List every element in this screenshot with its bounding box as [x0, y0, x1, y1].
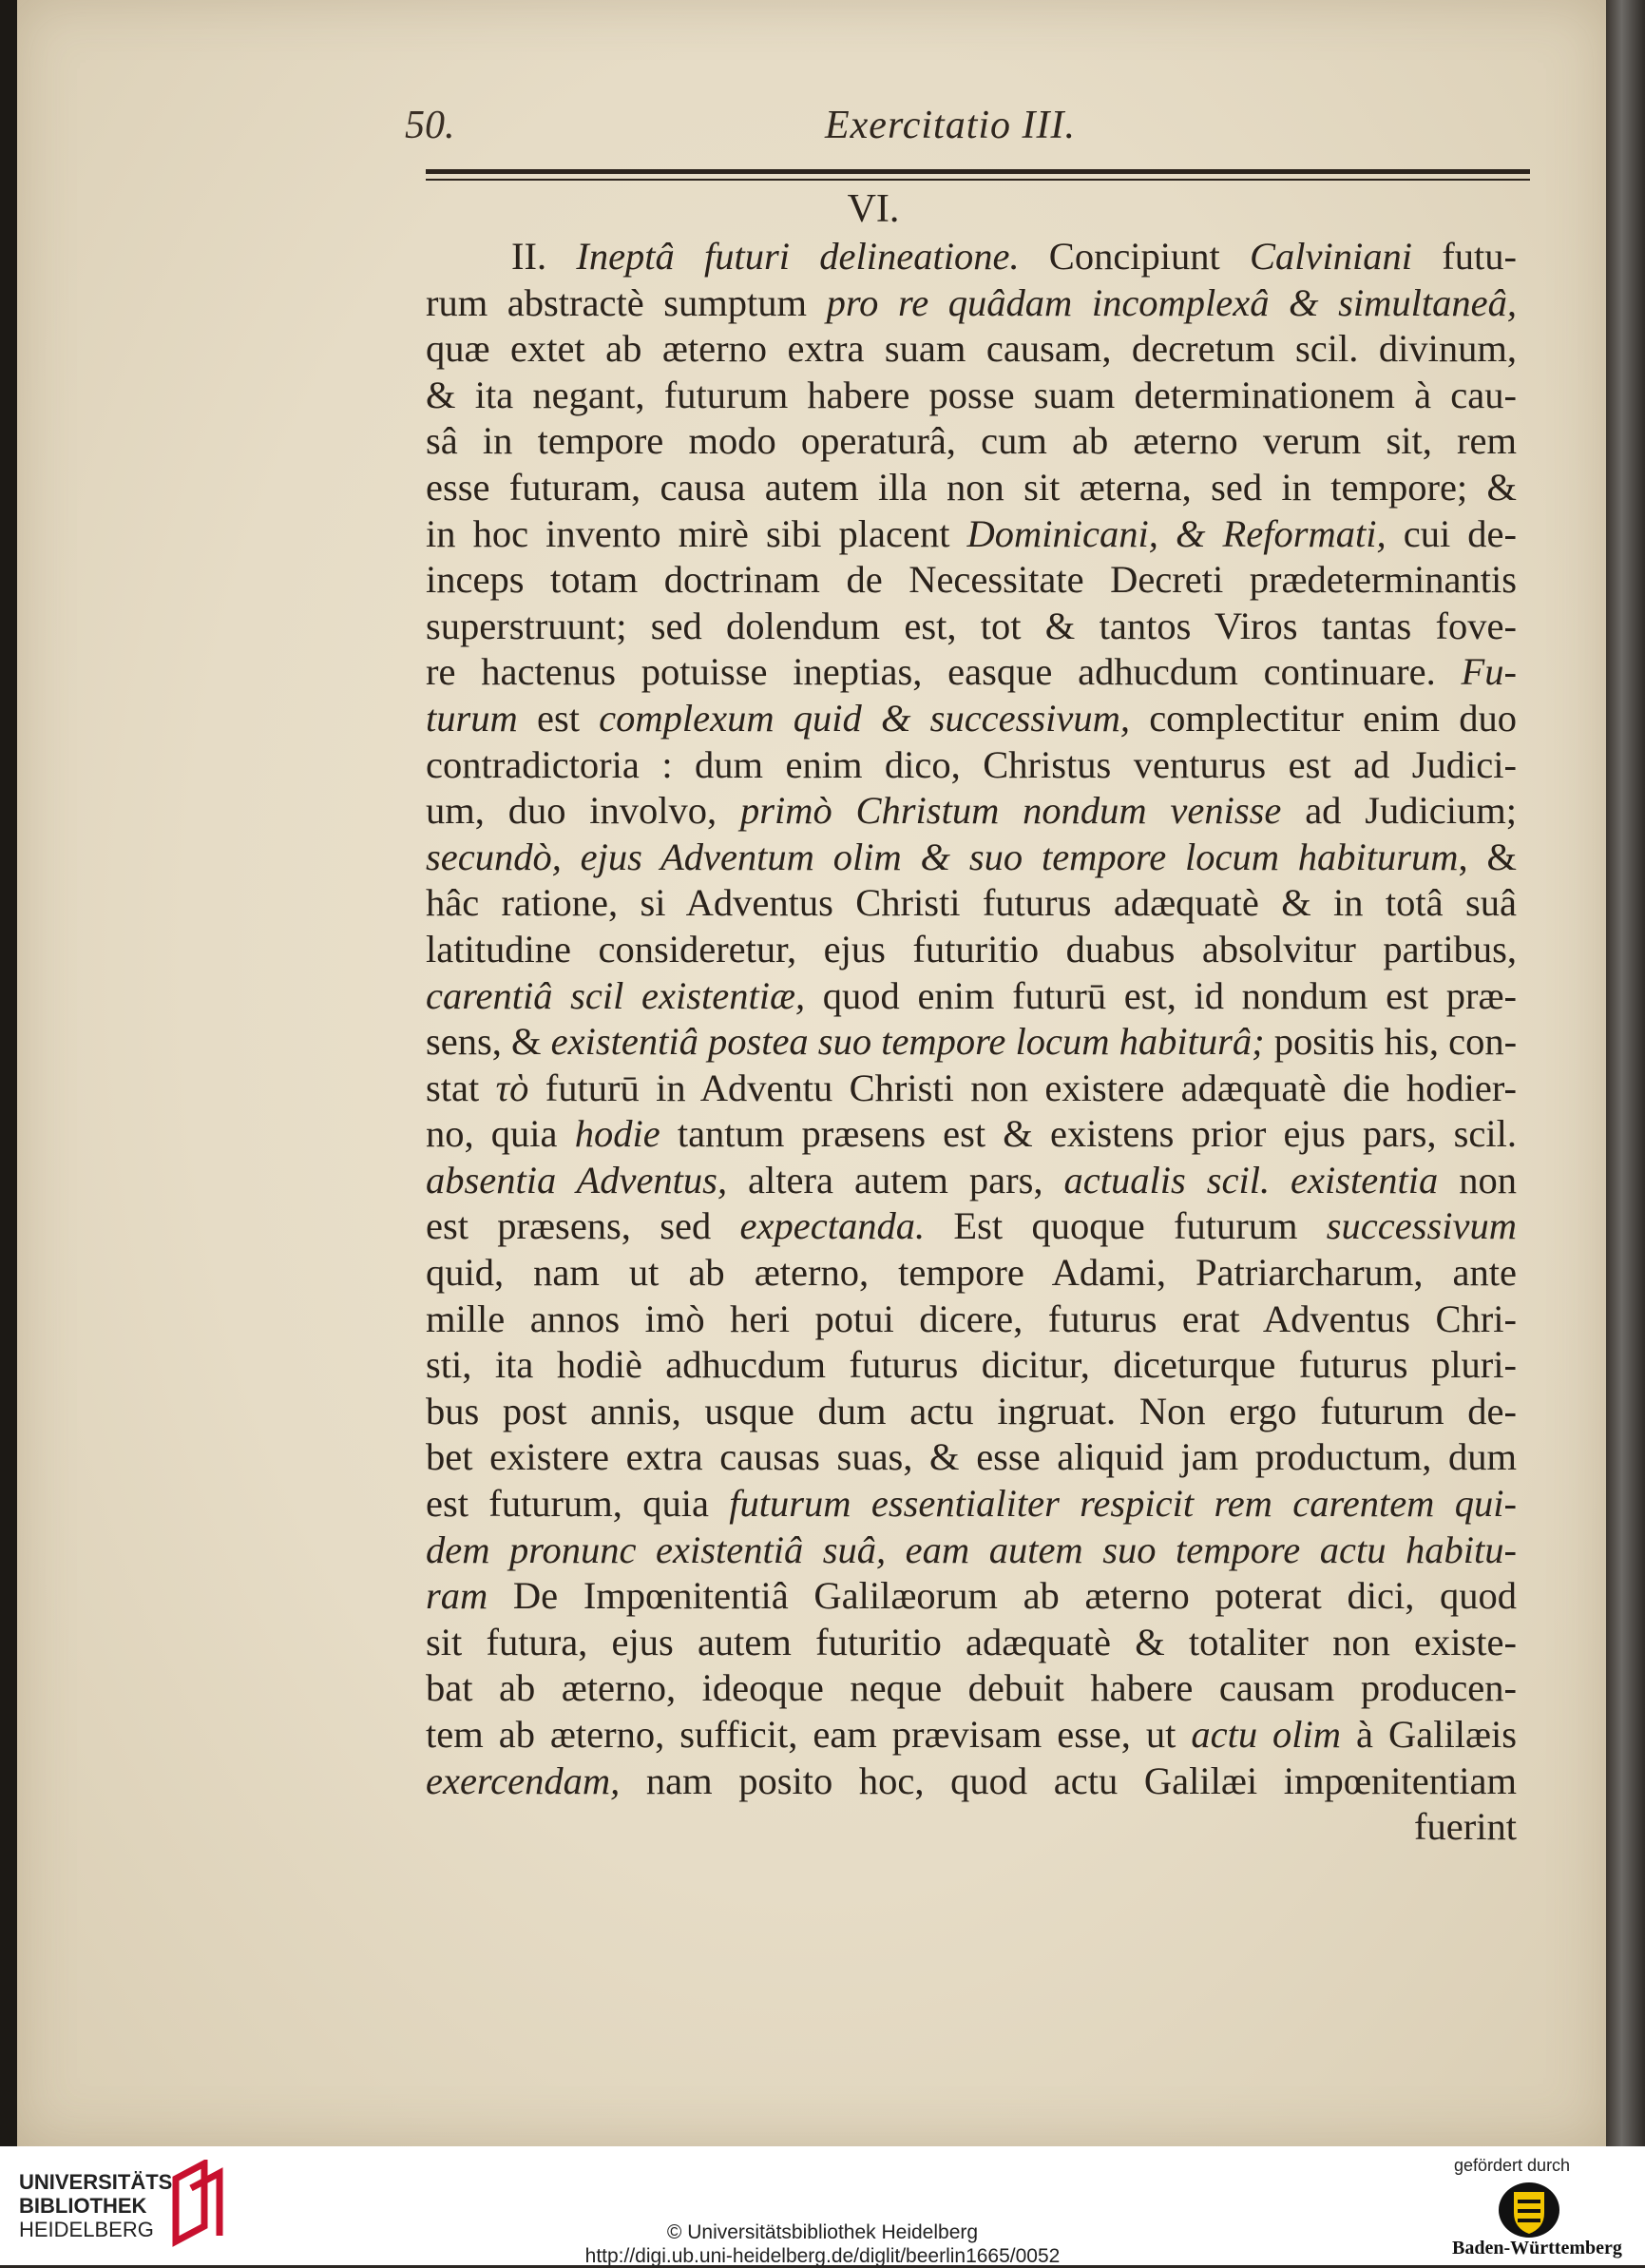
header-rule [426, 169, 1530, 181]
copyright-text: © Universitätsbibliothek Heidelberg [666, 2221, 979, 2243]
text-line: exercendam, nam posito hoc, quod actu Galilæi impœnitentiam [426, 1759, 1517, 1802]
running-head [17, 93, 1606, 150]
section-number: VI. [847, 187, 900, 231]
text-line: inceps totam doctrinam de Necessitate Decreti prædeterminantis [426, 558, 1517, 602]
text-line: superstruunt; sed dolendum est, tot & tantos Viros tantas fove- [426, 604, 1517, 647]
library-name-line2: BIBLIOTHEK [19, 2194, 147, 2218]
text-line: turum est complexum quid & successivum, complectitur enim duo [426, 696, 1517, 740]
text-line: esse futuram, causa autem illa non sit æterna, sed in tempore; & [426, 465, 1517, 509]
text-line: carentiâ scil existentiæ, quod enim futurū est, id nondum est præ- [426, 973, 1517, 1017]
text-line: II. Ineptâ futuri delineatione. Concipiunt Calviniani futu- [511, 235, 1517, 278]
library-name-line3: HEIDELBERG [19, 2218, 154, 2241]
page-number: 50. [405, 104, 455, 147]
running-title: Exercitatio III. [825, 104, 1077, 147]
text-line: dem pronunc existentiâ suâ, eam autem suo tempore actu habitu- [426, 1528, 1517, 1571]
text-line: contradictoria : dum enim dico, Christus venturus est ad Judici- [426, 742, 1517, 786]
text-line: & ita negant, futurum habere posse suam determinationem à cau- [426, 373, 1517, 416]
text-line: absentia Adventus, altera autem pars, actualis scil. existentia non [426, 1158, 1517, 1201]
footer-bar [0, 2146, 1645, 2265]
text-line: hâc ratione, si Adventus Christi futurus adæquatè & in totâ suâ [426, 881, 1517, 925]
text-line: mille annos imò heri potui dicere, futurus erat Adventus Chri- [426, 1297, 1517, 1340]
library-name-line1: UNIVERSITÄTS- [19, 2170, 180, 2194]
text-line: in hoc invento mirè sibi placent Dominicani, & Reformati, cui de- [426, 511, 1517, 555]
text-line: sti, ita hodiè adhucdum futurus dicitur, diceturque futurus pluri- [426, 1343, 1517, 1387]
text-line: rum abstractè sumptum pro re quâdam incomplexâ & simultaneâ, [426, 280, 1517, 324]
text-line: quæ extet ab æterno extra suam causam, decretum scil. divinum, [426, 327, 1517, 371]
text-line: secundò, ejus Adventum olim & suo tempore locum habiturum, & [426, 835, 1517, 878]
permalink-url[interactable]: http://digi.ub.uni-heidelberg.de/diglit/beerlin1665/0052 [584, 2245, 1061, 2267]
copyright-block [0, 2220, 1645, 2268]
text-line: bet existere extra causas suas, & esse aliquid jam productum, dum [426, 1435, 1517, 1479]
sponsor-label: gefördert durch [1454, 2156, 1571, 2175]
text-line: fuerint [1414, 1805, 1517, 1849]
text-line: sens, & existentiâ postea suo tempore locum habiturâ; positis his, con- [426, 1020, 1517, 1064]
state-emblem-icon [1497, 2181, 1561, 2239]
text-line: bat ab æterno, ideoque neque debuit habere causam producen- [426, 1666, 1517, 1710]
text-line: est futurum, quia futurum essentialiter respicit rem carentem qui- [426, 1482, 1517, 1526]
text-line: sâ in tempore modo operaturâ, cum ab æterno verum sit, rem [426, 419, 1517, 463]
text-line: tem ab æterno, sufficit, eam prævisam esse, ut actu olim à Galilæis [426, 1713, 1517, 1756]
text-line: no, quia hodie tantum præsens est & existens prior ejus pars, scil. [426, 1112, 1517, 1156]
text-line: ram De Impœnitentiâ Galilæorum ab æterno poterat dici, quod [426, 1574, 1517, 1618]
body-text [426, 234, 1517, 1851]
text-line: stat τὸ futurū in Adventu Christi non existere adæquatè die hodier- [426, 1066, 1517, 1109]
text-line: bus post annis, usque dum actu ingruat. Non ergo futurum de- [426, 1389, 1517, 1432]
text-line: um, duo involvo, primò Christum nondum venisse ad Judicium; [426, 789, 1517, 833]
text-line: re hactenus potuisse ineptias, easque adhucdum continuare. Fu- [426, 650, 1517, 694]
scanner-edge [1606, 0, 1645, 2146]
text-line: quid, nam ut ab æterno, tempore Adami, Patriarcharum, ante [426, 1251, 1517, 1295]
text-line: latitudine consideretur, ejus futuritio duabus absolvitur partibus, [426, 927, 1517, 971]
sponsor-name: Baden-Württemberg [1452, 2238, 1622, 2258]
book-page [17, 0, 1606, 2146]
text-line: est præsens, sed expectanda. Est quoque futurum successivum [426, 1204, 1517, 1248]
text-line: sit futura, ejus autem futuritio adæquatè & totaliter non existe- [426, 1620, 1517, 1663]
